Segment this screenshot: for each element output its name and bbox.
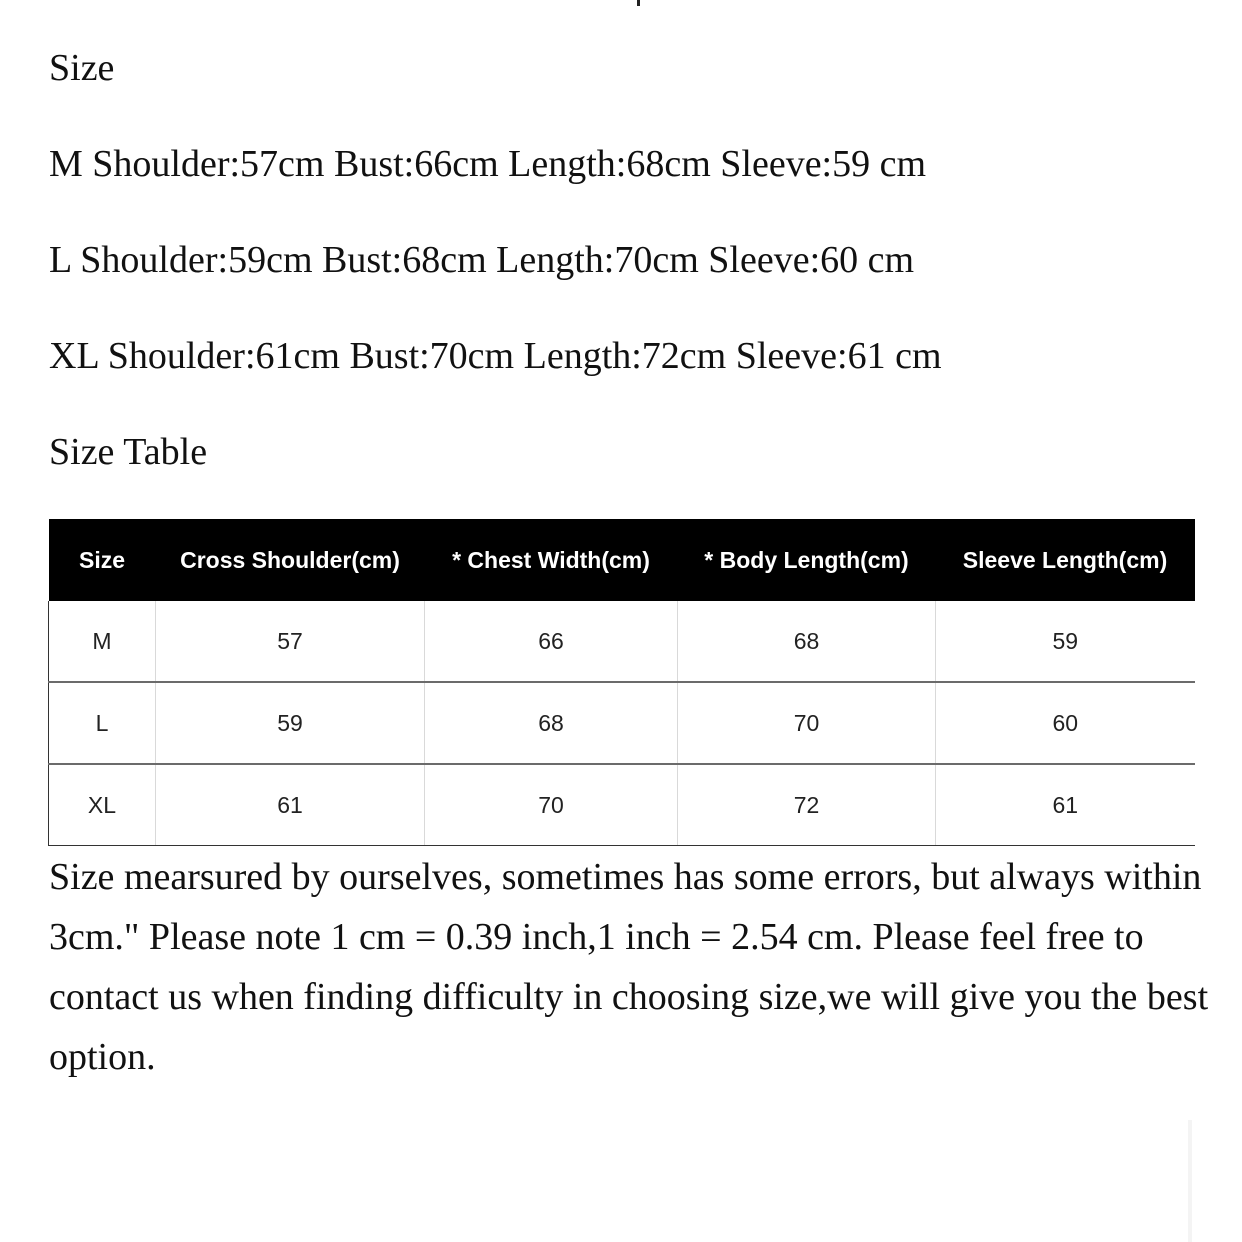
size-note: Size mearsured by ourselves, sometimes has some errors, but always within 3cm." Please note 1 cm = 0.39 inch,1 inch = 2.54 cm. Please feel free to contact us when finding difficulty in choosing size,we will give you the best option. <box>49 856 1209 1078</box>
size-line-m: M Shoulder:57cm Bust:66cm Length:68cm Sleeve:59 cm <box>49 143 927 185</box>
cell-sleeve-length: 61 <box>936 764 1195 846</box>
cell-chest-width: 70 <box>425 764 678 846</box>
top-edge-mark <box>637 0 640 6</box>
cell-chest-width: 66 <box>425 601 678 682</box>
cell-chest-width: 68 <box>425 682 678 764</box>
size-heading: Size <box>49 47 115 89</box>
cell-size: XL <box>49 764 156 846</box>
table-header-row <box>49 519 1195 601</box>
cell-body-length: 68 <box>678 601 936 682</box>
edge-shadow <box>1188 1120 1192 1242</box>
cell-cross-shoulder: 61 <box>156 764 425 846</box>
header-chest-width: * Chest Width(cm) <box>425 519 678 601</box>
cell-sleeve-length: 60 <box>936 682 1195 764</box>
table-row <box>49 682 1195 764</box>
size-line-l: L Shoulder:59cm Bust:68cm Length:70cm Sleeve:60 cm <box>49 239 915 281</box>
header-cross-shoulder: Cross Shoulder(cm) <box>156 519 425 601</box>
table-row <box>49 764 1195 846</box>
cell-size: M <box>49 601 156 682</box>
cell-cross-shoulder: 59 <box>156 682 425 764</box>
header-size: Size <box>49 519 156 601</box>
cell-body-length: 70 <box>678 682 936 764</box>
cell-sleeve-length: 59 <box>936 601 1195 682</box>
cell-body-length: 72 <box>678 764 936 846</box>
table-row <box>49 601 1195 682</box>
header-sleeve-length: Sleeve Length(cm) <box>936 519 1195 601</box>
cell-cross-shoulder: 57 <box>156 601 425 682</box>
size-table <box>48 519 1195 846</box>
header-body-length: * Body Length(cm) <box>678 519 936 601</box>
size-table-heading: Size Table <box>49 431 208 473</box>
cell-size: L <box>49 682 156 764</box>
size-line-xl: XL Shoulder:61cm Bust:70cm Length:72cm Sleeve:61 cm <box>49 335 942 377</box>
